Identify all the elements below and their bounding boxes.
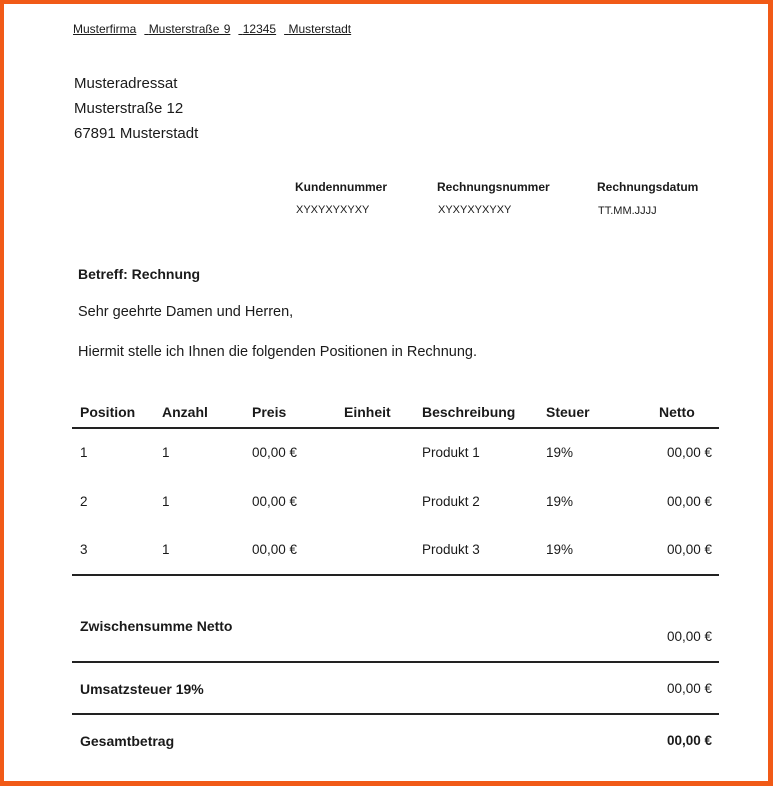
cell-description: Produkt 2 [422, 494, 480, 509]
cell-position: 2 [80, 494, 88, 509]
header-tax: Steuer [546, 404, 590, 420]
cell-quantity: 1 [162, 494, 170, 509]
invoice-page [4, 4, 768, 781]
subtotal-value: 00,00 € [666, 629, 712, 644]
vat-rule [72, 713, 719, 715]
invoice-number-label: Rechnungsnummer [437, 180, 550, 194]
recipient-city: 67891 Musterstadt [74, 125, 199, 142]
cell-tax: 19% [546, 445, 574, 460]
total-label: Gesamtbetrag [80, 733, 175, 749]
total-value: 00,00 € [666, 733, 712, 748]
intro-text: Hiermit stelle ich Ihnen die folgenden Positionen in Rechnung. [78, 344, 477, 360]
invoice-date-label: Rechnungsdatum [597, 180, 699, 194]
cell-description: Produkt 3 [422, 542, 480, 557]
cell-description: Produkt 1 [422, 445, 480, 460]
greeting: Sehr geehrte Damen und Herren, [78, 304, 294, 320]
cell-position: 3 [80, 542, 88, 557]
header-price: Preis [252, 404, 287, 420]
subtotal-label: Zwischensumme Netto [80, 618, 233, 634]
recipient-street: Musterstraße 12 [74, 100, 184, 117]
header-unit: Einheit [344, 404, 391, 420]
header-position: Position [80, 404, 136, 420]
customer-number-value: XYXYXYXYXY [296, 204, 370, 216]
vat-label: Umsatzsteuer 19% [80, 681, 204, 697]
header-description: Beschreibung [422, 404, 516, 420]
sender-zip: 12345 [242, 22, 277, 36]
invoice-date-value: TT.MM.JJJJ [598, 205, 657, 217]
cell-price: 00,00 € [252, 494, 298, 509]
cell-tax: 19% [546, 494, 574, 509]
cell-price: 00,00 € [252, 542, 298, 557]
cell-net: 00,00 € [666, 445, 712, 460]
cell-quantity: 1 [162, 542, 170, 557]
cell-position: 1 [80, 445, 88, 460]
header-net: Netto [659, 404, 695, 420]
sender-company: Musterfirma [73, 22, 137, 36]
customer-number-label: Kundennummer [295, 180, 388, 194]
cell-price: 00,00 € [252, 445, 298, 460]
sender-city: Musterstadt [288, 22, 352, 36]
cell-net: 00,00 € [666, 542, 712, 557]
recipient-name: Musteradressat [74, 75, 178, 92]
recipient-address [74, 71, 198, 146]
table-bottom-rule [72, 574, 719, 576]
sender-street: Musterstraße 9 [148, 22, 231, 36]
cell-tax: 19% [546, 542, 574, 557]
header-quantity: Anzahl [162, 404, 208, 420]
invoice-number-value: XYXYXYXYXY [438, 204, 512, 216]
cell-quantity: 1 [162, 445, 170, 460]
table-header-rule [72, 427, 719, 429]
sender-address-line [73, 22, 359, 36]
cell-net: 00,00 € [666, 494, 712, 509]
vat-value: 00,00 € [666, 681, 712, 696]
subject-line: Betreff: Rechnung [78, 266, 201, 282]
subtotal-rule [72, 661, 719, 663]
